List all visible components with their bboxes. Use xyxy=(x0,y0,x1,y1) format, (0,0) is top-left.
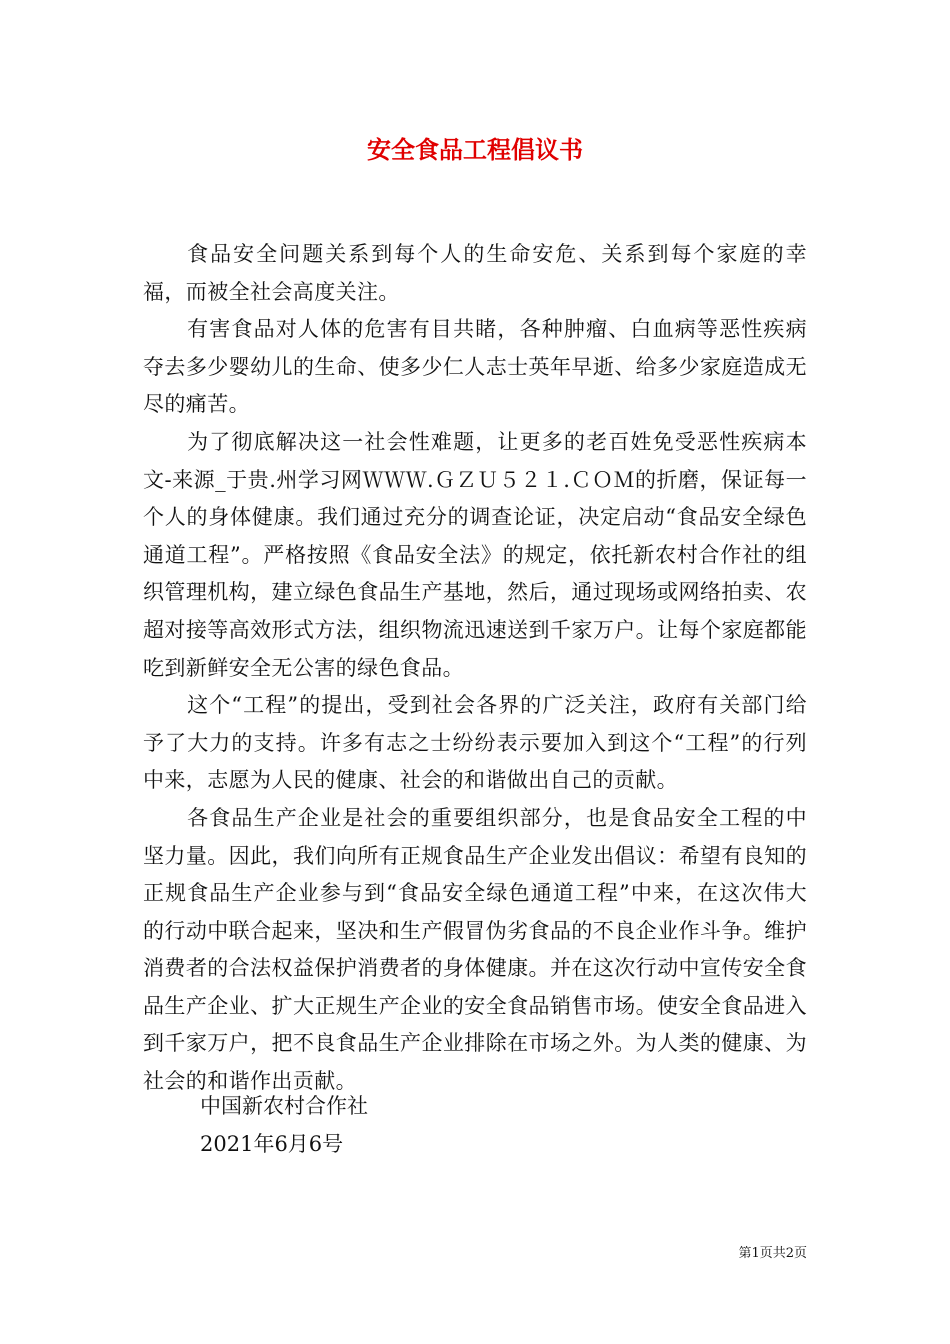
paragraph-4: 这个“工程”的提出，受到社会各界的广泛关注，政府有关部门给予了大力的支持。许多有志之士纷纷表示要加入到这个“工程”的行列中来，志愿为人民的健康、社会的和谐做出自己的贡献。 xyxy=(143,693,807,793)
paragraph-2: 有害食品对人体的危害有目共睹，各种肿瘤、白血病等恶性疾病夺去多少婴幼儿的生命、使多少仁人志士英年早逝、给多少家庭造成无尽的痛苦。 xyxy=(143,317,807,417)
page-number: 第1页共2页 xyxy=(738,1246,807,1261)
signature-organization: 中国新农村合作社 xyxy=(200,1094,368,1118)
paragraph-5: 各食品生产企业是社会的重要组织部分，也是食品安全工程的中坚力量。因此，我们向所有正规食品生产企业发出倡议：希望有良知的正规食品生产企业参与到“食品安全绿色通道工程”中来，在这次伟大的行动中联合起来，坚决和生产假冒伪劣食品的不良企业作斗争。维护消费者的合法权益保护消费者的身体健康。并在这次行动中宣传安全食品生产企业、扩大正规生产企业的安全食品销售市场。使安全食品进入到千家万户，把不良食品生产企业排除在市场之外。为人类的健康、为社会的和谐作出贡献。 xyxy=(143,805,807,1094)
document-title: 安全食品工程倡议书 xyxy=(367,135,583,164)
paragraph-1: 食品安全问题关系到每个人的生命安危、关系到每个家庭的幸福，而被全社会高度关注。 xyxy=(143,242,807,304)
paragraph-3: 为了彻底解决这一社会性难题，让更多的老百姓免受恶性疾病本文-来源_于贵.州学习网ＷＷＷ.ＧＺＵ５２１.ＣＯＭ的折磨，保证每一个人的身体健康。我们通过充分的调查论证，决定启动“食品安全绿色通道工程”。严格按照《食品安全法》的规定，依托新农村合作社的组织管理机构，建立绿色食品生产基地，然后，通过现场或网络拍卖、农超对接等高效形式方法，组织物流迅速送到千家万户。让每个家庭都能吃到新鲜安全无公害的绿色食品。 xyxy=(143,429,807,680)
signature-date: 2021年6月6号 xyxy=(200,1132,344,1156)
document-body xyxy=(143,236,807,1101)
